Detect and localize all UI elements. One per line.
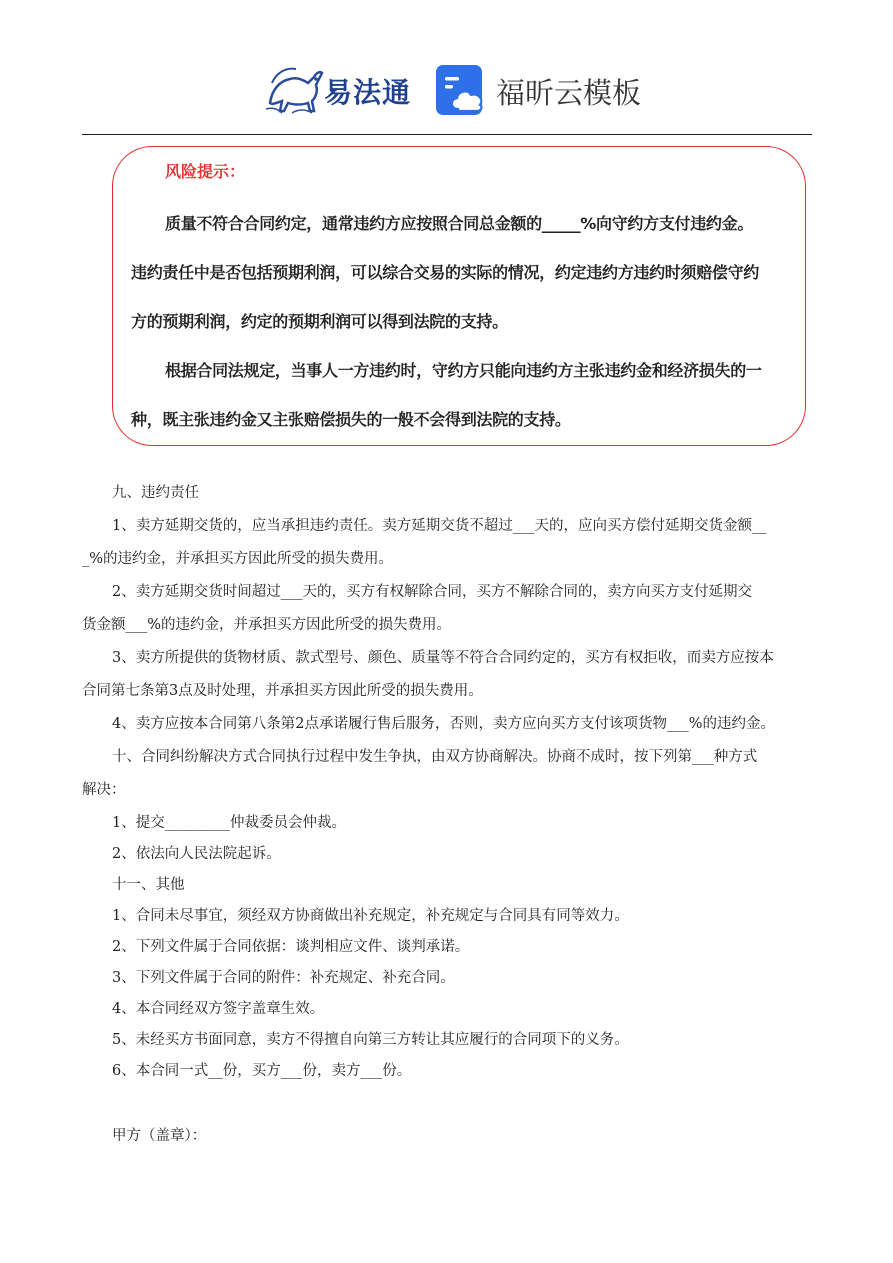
risk-line: 根据合同法规定，当事人一方违约时，守约方只能向违约方主张违约金和经济损失的一 [165,361,762,380]
doc-line: 1、卖方延期交货的，应当承担违约责任。卖方延期交货不超过___天的，应向买方偿付延期交货金额__ [112,518,767,534]
risk-line: 方的预期利润，约定的预期利润可以得到法院的支持。 [131,312,508,331]
yifatong-logo [262,59,412,117]
doc-line: _%的违约金，并承担买方因此所受的损失费用。 [82,551,394,567]
doc-line: 4、卖方应按本合同第八条第2点承诺履行售后服务，否则，卖方应向买方支付该项货物___%的违约金。 [112,716,775,732]
section-heading-9: 九、违约责任 [112,485,199,501]
doc-line: 解决： [82,782,126,798]
risk-line: 违约责任中是否包括预期利润，可以综合交易的实际的情况，约定违约方违约时须赔偿守约 [131,263,760,282]
risk-line: 种，既主张违约金又主张赔偿损失的一般不会得到法院的支持。 [131,410,571,429]
doc-line: 2、依法向人民法院起诉。 [112,846,281,862]
doc-line: 2、下列文件属于合同依据：谈判相应文件、谈判承诺。 [112,939,470,955]
party-a-seal-label: 甲方（盖章）： [112,1128,207,1144]
doc-line: 1、提交_________仲裁委员会仲裁。 [112,815,346,831]
doc-line: 1、合同未尽事宜，须经双方协商做出补充规定，补充规定与合同具有同等效力。 [112,908,629,924]
doc-line: 3、卖方所提供的货物材质、款式型号、颜色、质量等不符合合同约定的，买方有权拒收，而卖方应按本 [112,650,774,666]
logo-right-text: 福昕云模板 [496,76,642,110]
page-header [0,55,893,125]
section-heading-11: 十一、其他 [112,877,185,893]
logo-left-text: 易法通 [324,76,412,109]
section-heading-10: 十、合同纠纷解决方式合同执行过程中发生争执，由双方协商解决。协商不成时，按下列第___种方式 [112,749,758,765]
doc-line: 6、本合同一式__份，买方___份，卖方___份。 [112,1063,412,1079]
qilin-logo-icon [262,59,324,117]
risk-line: 质量不符合合同约定，通常违约方应按照合同总金额的_____%向守约方支付违约金。 [165,214,754,233]
doc-line: 5、未经买方书面同意，卖方不得擅自向第三方转让其应履行的合同项下的义务。 [112,1032,629,1048]
doc-line: 2、卖方延期交货时间超过___天的，买方有权解除合同，买方不解除合同的，卖方向买方支付延期交 [112,584,752,600]
document-cloud-icon [436,63,488,117]
foxit-template-logo [436,63,642,117]
header-divider [82,134,812,135]
risk-warning-box [112,146,806,446]
doc-line: 4、本合同经双方签字盖章生效。 [112,1001,325,1017]
doc-line: 货金额___%的违约金，并承担买方因此所受的损失费用。 [82,617,452,633]
doc-line: 合同第七条第3点及时处理，并承担买方因此所受的损失费用。 [82,683,483,699]
risk-title: 风险提示： [165,162,246,181]
doc-line: 3、下列文件属于合同的附件：补充规定、补充合同。 [112,970,455,986]
